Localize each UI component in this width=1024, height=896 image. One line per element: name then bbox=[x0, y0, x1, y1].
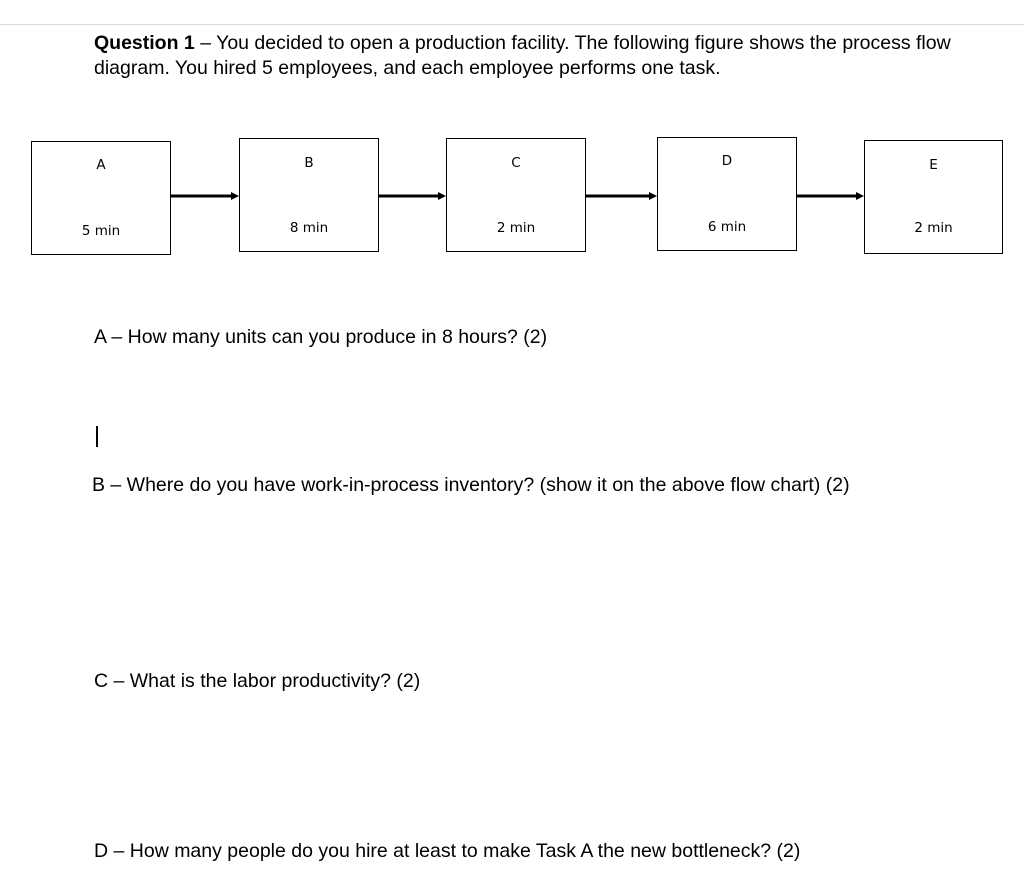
task-name-e: E bbox=[929, 157, 938, 173]
task-box-b bbox=[239, 138, 379, 252]
question-label: Question 1 bbox=[94, 32, 195, 54]
sub-question-c: C – What is the labor productivity? (2) bbox=[94, 670, 421, 692]
task-time-a: 5 min bbox=[81, 223, 121, 239]
task-box-a bbox=[31, 141, 171, 255]
task-name-b: B bbox=[304, 155, 314, 171]
sub-question-a: A – How many units can you produce in 8 hours? (2) bbox=[94, 326, 548, 348]
task-name-a: A bbox=[96, 157, 106, 173]
question-dash: – bbox=[194, 32, 217, 54]
task-time-b: 8 min bbox=[289, 220, 329, 236]
arrowhead-b-icon bbox=[231, 192, 239, 200]
text-cursor bbox=[96, 426, 98, 447]
task-box-e bbox=[864, 140, 1003, 254]
task-name-c: C bbox=[511, 155, 521, 171]
task-time-c: 2 min bbox=[496, 220, 536, 236]
sub-question-b: B – Where do you have work-in-process inventory? (show it on the above flow chart) (2) bbox=[92, 474, 850, 496]
question-header bbox=[94, 31, 974, 81]
arrowhead-d-icon bbox=[649, 192, 657, 200]
question-text: You decided to open a production facility. The following figure shows the process flow diagram. You hired 5 employees, and each employee performs one task. bbox=[94, 32, 951, 79]
task-time-e: 2 min bbox=[914, 220, 953, 236]
task-name-d: D bbox=[721, 153, 733, 169]
page-top-divider bbox=[0, 24, 1024, 25]
sub-question-d: D – How many people do you hire at least to make Task A the new bottleneck? (2) bbox=[94, 840, 801, 862]
task-time-d: 6 min bbox=[707, 219, 747, 235]
arrowhead-c-icon bbox=[438, 192, 446, 200]
task-box-d bbox=[657, 137, 797, 251]
task-box-c bbox=[446, 138, 586, 252]
arrowhead-e-icon bbox=[856, 192, 864, 200]
